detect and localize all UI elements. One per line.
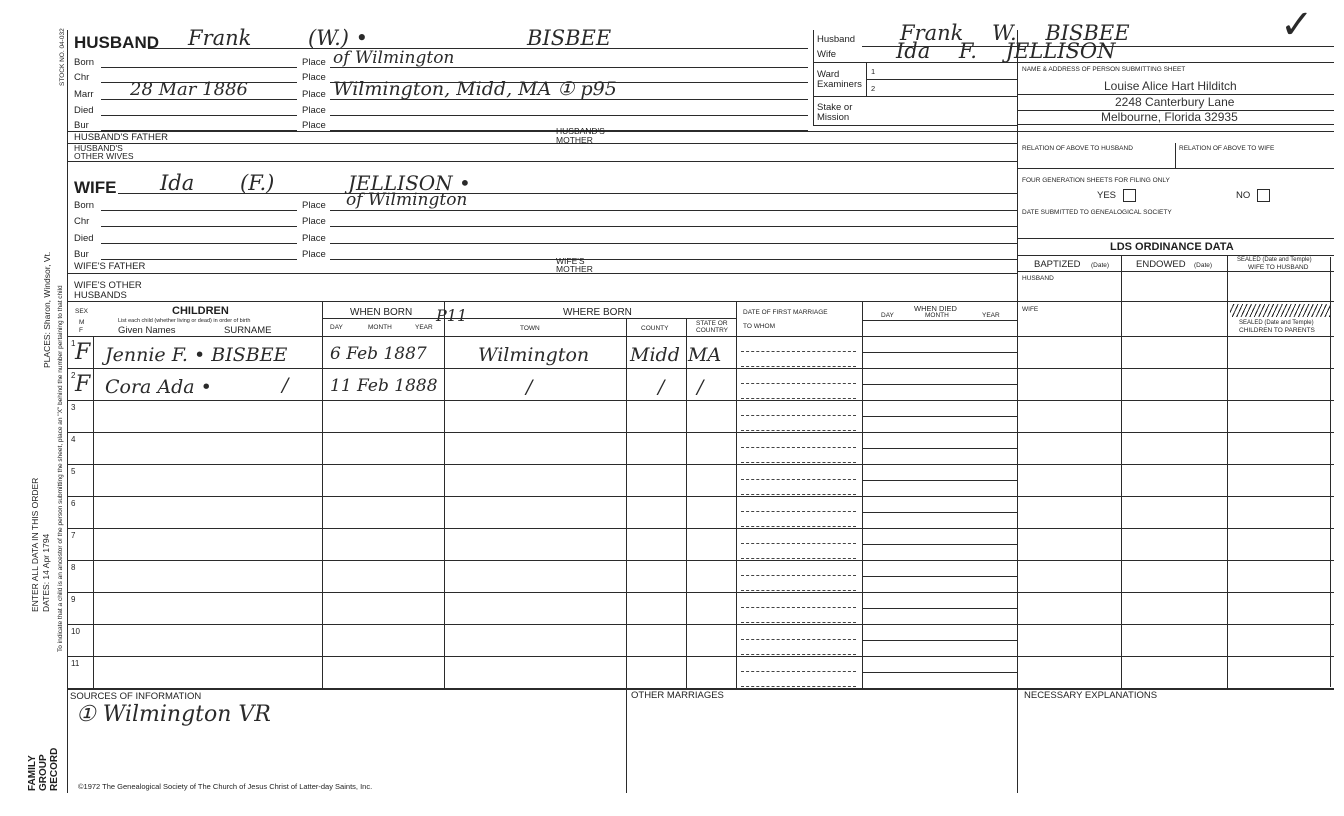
husbands-mother-label-2: MOTHER (556, 135, 593, 145)
husbands-mother-line (600, 143, 1017, 144)
wife-born-line (101, 210, 297, 211)
ancestor-instruction: To indicate that a child is an ancestor of the person submitting the sheet, place an "X" behind the number pertaining to that child (57, 285, 64, 652)
sealed-wife-header-1: SEALED (Date and Temple) (1237, 257, 1312, 263)
wife-chr-label: Chr (74, 216, 90, 227)
died-month-header: MONTH (925, 312, 949, 319)
child-name: Cora Ada • (105, 376, 212, 398)
marriage-column-line (736, 301, 737, 689)
death-date-box (862, 625, 1017, 641)
other-marriages-label: OTHER MARRIAGES (631, 690, 724, 701)
husbands-other-wives-label-1: HUSBAND'S (74, 143, 123, 153)
child-name: Jennie F. • BISBEE (105, 344, 288, 366)
husband-residence: of Wilmington (333, 48, 455, 68)
death-date-box (862, 465, 1017, 481)
dates-note: DATES: 14 Apr 1794 (41, 533, 51, 612)
death-date-box (862, 369, 1017, 385)
when-born-header: WHEN BORN (350, 307, 413, 318)
marriage-whom-dash (741, 430, 856, 431)
marriage-date-dash (741, 415, 856, 416)
lds-husband-label: HUSBAND (1022, 275, 1054, 282)
marriage-place: Wilmington, Midd, MA ① p95 (333, 78, 617, 100)
date-submitted-label: DATE SUBMITTED TO GENEALOGICAL SOCIETY (1022, 209, 1172, 216)
state-header-1: STATE OR (696, 320, 728, 327)
wife-given-name: Ida (160, 171, 195, 195)
death-date-box (862, 593, 1017, 609)
marriage-whom-dash (741, 590, 856, 591)
data-order-note: ENTER ALL DATA IN THIS ORDER (30, 477, 40, 612)
child-row-number: 7 (71, 531, 76, 540)
ward-1: 1 (871, 67, 876, 76)
husband-given-name: Frank (188, 26, 252, 50)
marriage-whom-dash (741, 654, 856, 655)
submitter-label: NAME & ADDRESS OF PERSON SUBMITTING SHEET (1022, 66, 1186, 73)
wife-bur-place-label: Place (302, 249, 326, 260)
child-birth-county: Midd (630, 344, 680, 366)
wifes-other-husbands-label-1: WIFE'S OTHER (74, 280, 142, 291)
where-born-divider (444, 318, 736, 319)
lds-row-line (1017, 528, 1334, 529)
lds-row-line (1017, 432, 1334, 433)
surname-header: SURNAME (224, 325, 272, 336)
lds-row-line (1017, 560, 1334, 561)
sources-label: SOURCES OF INFORMATION (70, 691, 202, 702)
marriage-whom-dash (741, 398, 856, 399)
lds-wife-bottom-line (1017, 336, 1334, 337)
when-died-divider (862, 320, 1017, 321)
lds-row-line (1017, 592, 1334, 593)
sex-column-line (93, 336, 94, 689)
death-date-box (862, 433, 1017, 449)
family-group-record-title: FAMILY GROUP RECORD (27, 747, 60, 791)
death-date-box (862, 561, 1017, 577)
husband-chr-label: Chr (74, 72, 90, 83)
wife-surname: JELLISON • (348, 171, 471, 195)
marriage-date-dash (741, 479, 856, 480)
child-row-number: 11 (71, 659, 80, 668)
child-row-number: 4 (71, 435, 76, 444)
child-row-number: 5 (71, 467, 76, 476)
marriage-date-dash (741, 351, 856, 352)
wife-bur-label: Bur (74, 249, 89, 260)
wife-chr-place-label: Place (302, 216, 326, 227)
child-sex: F (75, 372, 91, 397)
child-birth-date: 6 Feb 1887 (330, 344, 427, 364)
husband-chr-place-label: Place (302, 72, 326, 83)
when-born-divider (322, 318, 444, 319)
wifes-other-husbands-label-2: HUSBANDS (74, 290, 127, 301)
places-note: PLACES: Sharon, Windsor, Vt. (42, 251, 52, 368)
lds-row-line (1017, 624, 1334, 625)
yes-checkbox[interactable] (1123, 189, 1136, 202)
where-born-header: WHERE BORN (563, 307, 632, 318)
to-whom-header: TO WHOM (743, 323, 776, 330)
husband-heading: HUSBAND (74, 33, 159, 52)
sealed-hatched-area (1230, 304, 1330, 317)
endowed-header: ENDOWED (1136, 259, 1186, 270)
marriage-date: 28 Mar 1886 (130, 79, 248, 100)
given-names-header: Given Names (118, 325, 176, 336)
sex-f-header: F (79, 327, 83, 334)
relation-divider (1175, 143, 1176, 168)
born-year-header: YEAR (415, 324, 433, 331)
death-date-box (862, 401, 1017, 417)
died-day-header: DAY (881, 312, 894, 319)
child-sex: F (75, 340, 91, 365)
lds-row-line (1017, 656, 1334, 657)
husbands-other-wives-label-2: OTHER WIVES (74, 151, 134, 161)
lds-wife-label: WIFE (1022, 306, 1039, 313)
marriage-date-dash (741, 447, 856, 448)
wife-died-label: Died (74, 233, 94, 244)
marriage-date-dash (741, 543, 856, 544)
left-border (67, 30, 68, 793)
stake-bottom-line (813, 125, 1017, 126)
marriage-date-dash (741, 511, 856, 512)
endowed-date-note: (Date) (1194, 262, 1213, 269)
wifes-mother-label-1: WIFE'S (556, 256, 585, 266)
baptized-date-note: (Date) (1091, 262, 1110, 269)
when-died-header: WHEN DIED (914, 304, 957, 313)
wife-bur-line (101, 259, 297, 260)
submitter-name: Louise Alice Hart Hilditch (1104, 79, 1237, 93)
wife-died-place-line (330, 243, 1017, 244)
lds-title-bottom-line (1017, 255, 1334, 256)
panel-wife-label: Wife (817, 49, 836, 60)
husband-father-top-line (68, 131, 1334, 132)
husband-died-place-line (330, 115, 808, 116)
wife-died-line (101, 243, 297, 244)
wifes-father-label: WIFE'S FATHER (74, 261, 146, 272)
county-column-line (626, 318, 627, 793)
town-header: TOWN (520, 325, 540, 332)
child-row-number: 1 (71, 339, 76, 348)
date-submitted-bottom-line (1017, 238, 1334, 239)
ward-2: 2 (871, 84, 876, 93)
husband-marr-place-label: Place (302, 89, 326, 100)
death-date-box (862, 337, 1017, 353)
where-born-column-line (444, 301, 445, 689)
sealed-wife-header-2: WIFE TO HUSBAND (1248, 264, 1309, 271)
sources-value: ① Wilmington VR (76, 702, 271, 727)
right-border (1330, 257, 1331, 687)
death-date-box (862, 657, 1017, 673)
sealed-children-header-1: SEALED (Date and Temple) (1239, 320, 1314, 326)
no-checkbox[interactable] (1257, 189, 1270, 202)
child-row-number: 6 (71, 499, 76, 508)
lds-ordinance-title: LDS ORDINANCE DATA (1110, 241, 1234, 253)
husband-died-label: Died (74, 105, 94, 116)
wife-born-place-label: Place (302, 200, 326, 211)
relation-bottom-line (1017, 168, 1334, 169)
death-date-box (862, 529, 1017, 545)
death-date-box (862, 497, 1017, 513)
wife-middle-name: (F.) (240, 171, 275, 195)
ward-bottom-line (813, 96, 1017, 97)
relation-wife-label: RELATION OF ABOVE TO WIFE (1179, 145, 1275, 152)
born-day-header: DAY (330, 324, 343, 331)
panel-wife-line (813, 62, 1334, 63)
marriage-date-dash (741, 639, 856, 640)
child-birth-state: MA (688, 344, 722, 366)
child-birth-town: / (526, 376, 533, 398)
submitter-city: Melbourne, Florida 32935 (1101, 110, 1238, 124)
sealed-children-header-2: CHILDREN TO PARENTS (1239, 327, 1315, 334)
husband-marr-label: Marr (74, 89, 94, 100)
husband-surname: BISBEE (527, 26, 612, 50)
child-row-number: 2 (71, 371, 76, 380)
husband-born-label: Born (74, 57, 95, 68)
husband-died-place-label: Place (302, 105, 326, 116)
when-born-column-line (322, 301, 323, 689)
lds-row-line (1017, 400, 1334, 401)
panel-husband-value: Frank W. BISBEE (900, 21, 1130, 45)
marriage-whom-dash (741, 462, 856, 463)
child-row-number: 9 (71, 595, 76, 604)
wife-chr-line (101, 226, 297, 227)
sex-m-header: M (79, 319, 85, 326)
state-column-line (686, 318, 687, 689)
first-marriage-header: DATE OF FIRST MARRIAGE (743, 309, 828, 316)
state-header-2: COUNTRY (696, 327, 729, 334)
yes-label: YES (1097, 190, 1117, 201)
wife-residence: of Wilmington (346, 190, 468, 210)
marriage-whom-dash (741, 686, 856, 687)
husbands-other-wives-line (68, 161, 1017, 162)
submitter-line-3 (1017, 124, 1334, 125)
marriage-whom-dash (741, 558, 856, 559)
children-list-note: List each child (whether living or dead) in order of birth (118, 318, 251, 324)
four-generation-label: FOUR GENERATION SHEETS FOR FILING ONLY (1022, 177, 1170, 184)
lds-row-line (1017, 368, 1334, 369)
marriage-whom-dash (741, 622, 856, 623)
right-divider (1017, 30, 1018, 793)
marriage-whom-dash (741, 494, 856, 495)
child-birth-date: 11 Feb 1888 (330, 376, 438, 396)
marriage-whom-dash (741, 526, 856, 527)
no-label: NO (1236, 190, 1251, 201)
stake-label-1: Stake or (817, 102, 853, 113)
child-row-number: 10 (71, 627, 80, 636)
born-month-header: MONTH (368, 324, 392, 331)
year-page-note: P11 (436, 306, 468, 325)
children-header: CHILDREN (172, 305, 229, 317)
husbands-father-line (68, 143, 600, 144)
wife-chr-place-line (330, 226, 1017, 227)
panel-husband-label: Husband (817, 34, 856, 45)
husbands-father-label: HUSBAND'S FATHER (74, 132, 169, 143)
lds-husband-bottom-line (1017, 301, 1334, 302)
stake-label-2: Mission (817, 112, 850, 123)
wife-heading: WIFE (74, 178, 117, 197)
baptized-header: BAPTIZED (1034, 259, 1081, 270)
husbands-mother-label-1: HUSBAND'S (556, 126, 605, 136)
husband-born-line (101, 67, 297, 68)
husband-bur-label: Bur (74, 120, 89, 131)
ward-label: Ward (817, 69, 840, 80)
marriage-date-dash (741, 671, 856, 672)
died-year-header: YEAR (982, 312, 1000, 319)
wife-died-place-label: Place (302, 233, 326, 244)
submitter-street: 2248 Canterbury Lane (1115, 95, 1235, 109)
stock-number: STOCK NO. 04-032 (59, 28, 66, 86)
wife-born-label: Born (74, 200, 95, 211)
endowed-column-line (1121, 255, 1122, 689)
wifes-father-line (68, 273, 1017, 274)
marriage-date-dash (741, 383, 856, 384)
review-checkmark: ✓ (1280, 2, 1314, 48)
lds-row-line (1017, 496, 1334, 497)
panel-wife-value: Ida F. JELLISON (896, 39, 1116, 63)
lds-header-bottom-line (1017, 271, 1334, 272)
copyright-notice: ©1972 The Genealogical Society of The Church of Jesus Christ of Latter-day Saints, Inc. (78, 782, 373, 791)
ward-mid-line (866, 79, 1017, 80)
county-header: COUNTY (641, 325, 669, 332)
husband-died-line (101, 115, 297, 116)
wife-bur-place-line (330, 259, 1017, 260)
sex-header: SEX (75, 308, 89, 315)
lds-row-line (1017, 464, 1334, 465)
child-birth-town: Wilmington (478, 344, 590, 366)
marriage-date-dash (741, 607, 856, 608)
child-row-number: 3 (71, 403, 76, 412)
sealed-column-line (1227, 255, 1228, 689)
examiners-label: Examiners (817, 79, 862, 90)
marriage-whom-dash (741, 366, 856, 367)
husband-born-place-label: Place (302, 57, 326, 68)
husband-middle-name: (W.) • (308, 26, 369, 50)
marriage-date-dash (741, 575, 856, 576)
child-birth-county: / (658, 376, 665, 398)
wife-born-place-line (330, 210, 1017, 211)
wifes-mother-label-2: MOTHER (556, 264, 593, 274)
header-box-divider (813, 30, 814, 126)
relation-husband-label: RELATION OF ABOVE TO HUSBAND (1022, 145, 1133, 152)
child-row-number: 8 (71, 563, 76, 572)
explanations-label: NECESSARY EXPLANATIONS (1024, 690, 1158, 701)
child-surname-ditto: / (282, 374, 289, 396)
child-birth-state: / (697, 376, 704, 398)
husband-bur-place-label: Place (302, 120, 326, 131)
